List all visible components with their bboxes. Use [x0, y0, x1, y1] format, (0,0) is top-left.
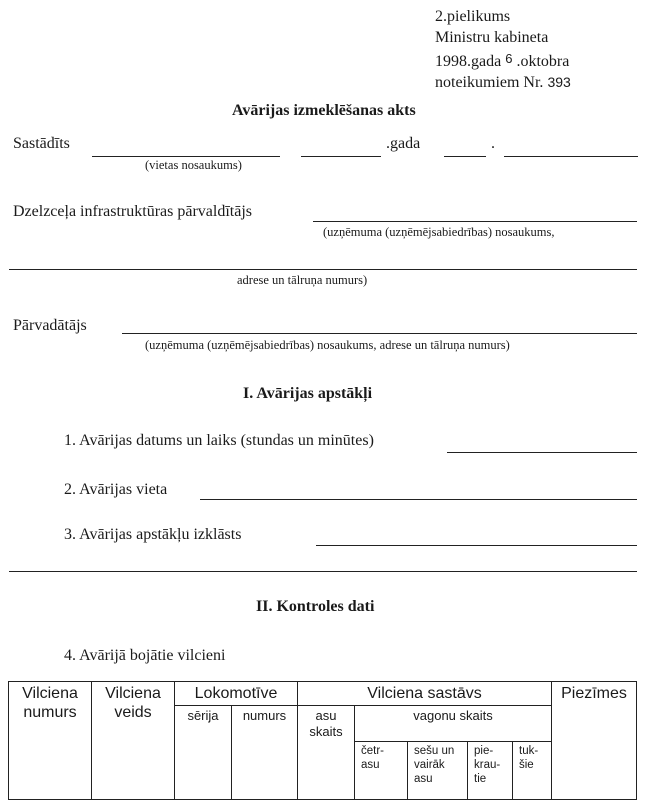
item-4-label: 4. Avārijā bojātie vilcieni	[64, 647, 226, 664]
annex-line-1: 2.pielikums	[435, 8, 511, 25]
date-separator: .	[491, 135, 495, 152]
item-3-field-2[interactable]	[9, 571, 637, 572]
col-locomotive: Lokomotīve	[175, 682, 298, 706]
annex-regulation-number: 393	[547, 74, 571, 90]
col-train-number-line2: numurs	[23, 704, 77, 721]
infrastructure-caption-2: adrese un tālruņa numurs)	[237, 273, 368, 287]
col-four-axle	[355, 742, 408, 800]
year-field[interactable]	[444, 156, 486, 157]
col-loaded	[468, 742, 513, 800]
col-train-number-line1: Vilciena	[22, 685, 78, 702]
annex-month: .oktobra	[516, 53, 570, 70]
place-caption: (vietas nosaukums)	[145, 158, 242, 172]
carrier-field[interactable]	[122, 333, 637, 334]
infrastructure-caption-1: (uzņēmuma (uzņēmējsabiedrības) nosaukums,	[323, 225, 555, 239]
year-label: .gada	[386, 135, 421, 152]
item-2-field[interactable]	[200, 499, 637, 500]
annex-year: 1998.gada	[435, 53, 502, 70]
annex-header	[435, 6, 571, 93]
annex-day: 6	[505, 51, 513, 66]
col-wagons: vagonu skaits	[355, 706, 552, 742]
compiled-label: Sastādīts	[13, 135, 70, 152]
document-title: Avārijas izmeklēšanas akts	[232, 102, 416, 119]
section-1-title: I. Avārijas apstākļi	[243, 385, 373, 402]
col-series: sērija	[175, 706, 232, 800]
col-axles	[298, 706, 355, 800]
section-2-title: II. Kontroles dati	[256, 598, 375, 615]
annex-line-2: Ministru kabineta	[435, 29, 549, 46]
day-field[interactable]	[301, 156, 381, 157]
item-3-field[interactable]	[316, 545, 637, 546]
col-composition: Vilciena sastāvs	[298, 682, 552, 706]
annex-regulation: noteikumiem Nr.	[435, 74, 544, 91]
col-axles-line1: asu	[315, 708, 337, 723]
month-field[interactable]	[504, 156, 638, 157]
col-axles-line2: skaits	[309, 724, 343, 739]
carrier-caption: (uzņēmuma (uzņēmējsabiedrības) nosaukums, adrese un tālruņa numurs)	[145, 338, 510, 352]
col-train-type	[92, 682, 175, 800]
item-1-label: 1. Avārijas datums un laiks (stundas un minūtes)	[64, 432, 374, 449]
annex-line-4	[435, 72, 571, 93]
col-empty-line1: tuk-	[519, 745, 539, 757]
item-3-label: 3. Avārijas apstākļu izklāsts	[64, 526, 242, 543]
col-six-axle	[408, 742, 468, 800]
col-four-axle-line1: četr-	[361, 745, 384, 757]
col-train-type-line2: veids	[114, 704, 152, 721]
damaged-trains-table	[8, 681, 637, 800]
item-1-field[interactable]	[447, 452, 637, 453]
col-train-number	[9, 682, 92, 800]
col-six-axle-line3: asu	[414, 773, 433, 785]
col-loaded-line1: pie-	[474, 745, 494, 757]
col-loaded-line3: tie	[474, 773, 487, 785]
table-header-row-1	[9, 682, 637, 706]
col-loco-number: numurs	[232, 706, 298, 800]
item-2-label: 2. Avārijas vieta	[64, 481, 168, 498]
annex-line-3	[435, 48, 571, 72]
col-six-axle-line1: sešu un	[414, 745, 455, 757]
carrier-label: Pārvadātājs	[13, 317, 87, 334]
place-field[interactable]	[92, 156, 280, 157]
col-notes: Piezīmes	[552, 682, 637, 800]
infrastructure-field[interactable]	[313, 221, 637, 222]
col-train-type-line1: Vilciena	[105, 685, 161, 702]
col-empty	[513, 742, 552, 800]
col-six-axle-line2: vairāk	[414, 759, 445, 771]
infrastructure-label: Dzelzceļa infrastruktūras pārvaldītājs	[13, 203, 252, 220]
infrastructure-field-2[interactable]	[9, 269, 637, 270]
col-empty-line2: šie	[519, 759, 534, 771]
col-four-axle-line2: asu	[361, 759, 380, 771]
col-loaded-line2: krau-	[474, 759, 501, 771]
